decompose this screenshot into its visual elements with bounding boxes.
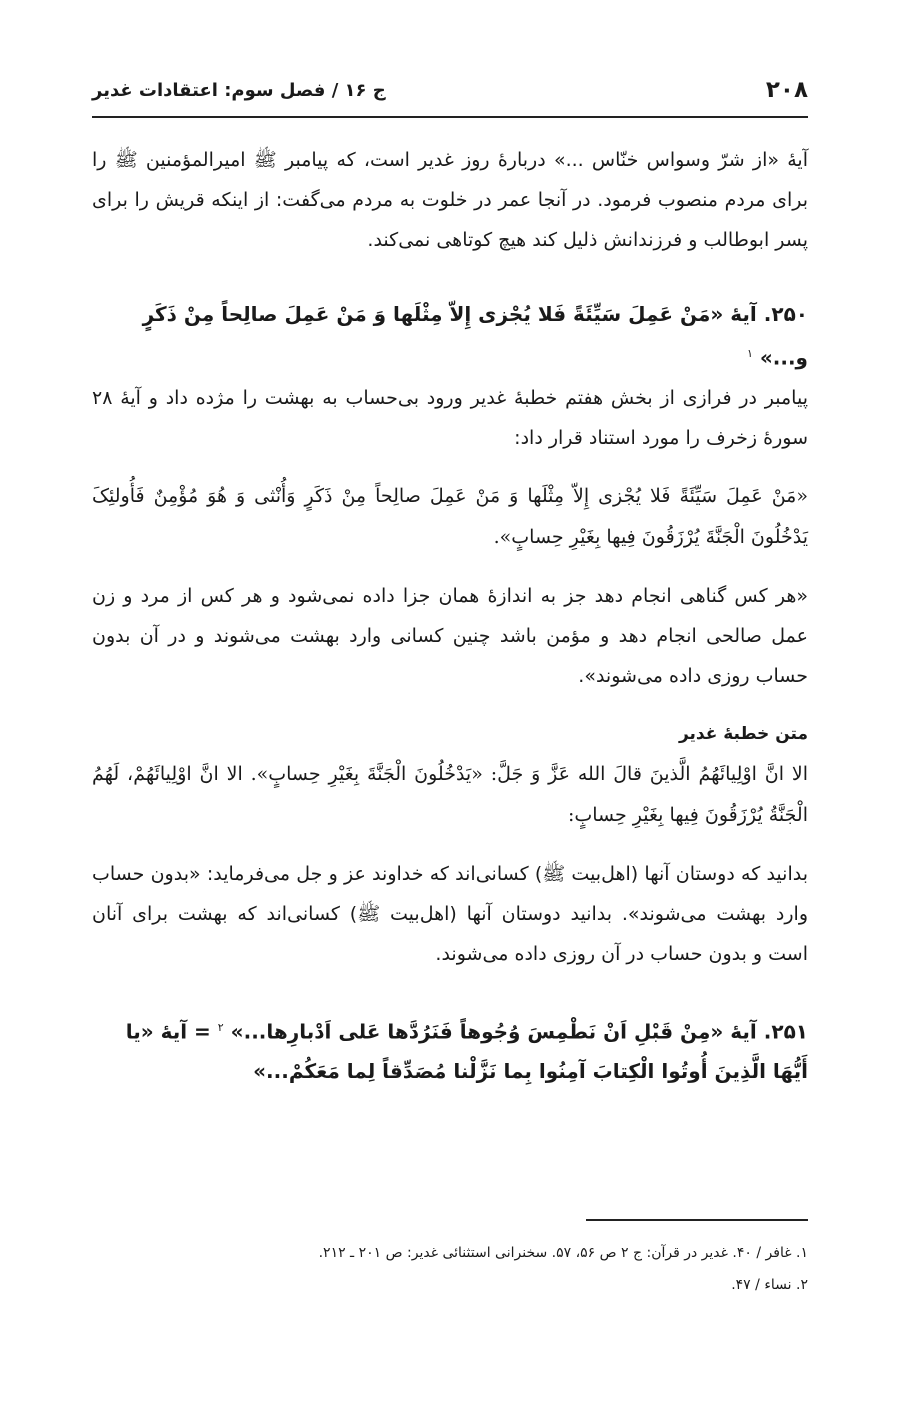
khutbah-arabic: الا انَّ اوْلِیائَهُمُ الَّذینَ قالَ الله عَزَّ وَ جَلَّ: «یَدْخُلُونَ الْجَنَّةَ بِغَیْرِ حِسابٍ». الا انَّ اوْلِیائَهُمْ، لَهُمُ الْجَنَّةُ یُرْزَقُونَ فِیها بِغَیْرِ حِسابٍ:: [92, 762, 808, 826]
intro-paragraph: آیۀ «از شرّ وسواس خنّاس ...» دربارۀ روز غدیر است، که پیامبر ﷺ امیرالمؤمنین ﷺ را برای مردم منصوب فرمود. در آنجا عمر در خلوت به مردم می‌گفت: از اینکه قریش را برای پسر ابوطالب و فرزندانش ذلیل کند هیچ کوتاهی نمی‌کند.: [92, 149, 808, 251]
footnote-2: ۲. نساء / ۴۷.: [731, 1277, 808, 1293]
footnotes: [92, 1237, 808, 1301]
footnote-ref-1: ۱: [746, 347, 753, 360]
item-250-heading: [92, 294, 808, 378]
item-250-paragraph: پیامبر در فرازی از بخش هفتم خطبۀ غدیر ورود بی‌حساب به بهشت را مژده داد و آیۀ ۲۸ سورۀ زخرف را مورد استناد قرار داد:: [92, 386, 808, 449]
khutbah-translation: بدانید که دوستان آنها (اهل‌بیت ﷺ) کسانی‌اند که خداوند عز و جل می‌فرماید: «بدون حساب وارد بهشت می‌شوند». بدانید دوستان آنها (اهل‌بیت ﷺ) کسانی‌اند که بهشت برای آنان است و بدون حساب در آن روزی داده می‌شوند.: [92, 862, 808, 965]
footnote-rule: [586, 1219, 808, 1221]
translation-250: «هر کس گناهی انجام دهد جز به اندازۀ همان جزا داده نمی‌شود و هر کس از مرد و زن عمل صالحی انجام دهد و مؤمن باشد چنین کسانی وارد بهشت می‌شوند و در آن بدون حساب روزی داده می‌شوند».: [92, 584, 808, 687]
quran-quote-250: «مَنْ عَمِلَ سَیِّئَةً فَلا یُجْزی إِلاّ مِثْلَها وَ مَنْ عَمِلَ صالِحاً مِنْ ذَکَرٍ وَأُنْثی وَ هُوَ مُؤْمِنٌ فَأُولئِکَ یَدْخُلُونَ الْجَنَّةَ یُرْزَقُونَ فِیها بِغَیْرِ حِسابٍ».: [92, 484, 808, 548]
item-251-title-b: = آیۀ «یا أَیُّهَا الَّذِینَ أُوتُوا الْکِتابَ آمِنُوا بِما نَزَّلْنا مُصَدِّقاً لِما مَعَکُمْ...»: [125, 1019, 808, 1084]
item-251-number: ۲۵۱.: [763, 1019, 808, 1044]
page-number: ۲۰۸: [765, 77, 808, 103]
item-251-heading: [92, 1008, 808, 1092]
khutbah-heading: متن خطبۀ غدیر: [678, 723, 808, 744]
item-250-number: ۲۵۰.: [763, 302, 808, 326]
running-head: ج ۱۶ / فصل سوم: اعتقادات غدیر: [92, 79, 386, 101]
footnote-ref-2: ۲: [217, 1020, 224, 1034]
page-body: [92, 140, 808, 1091]
item-251-title-a: آیۀ «مِنْ قَبْلِ اَنْ نَطْمِسَ وُجُوهاً فَنَرُدَّها عَلی اَدْبارِها...»: [230, 1019, 757, 1044]
footnote-1: ۱. غافر / ۴۰. غدیر در قرآن: ج ۲ ص ۵۶، ۵۷. سخنرانی استثنائی غدیر: ص ۲۰۱ ـ ۲۱۲.: [318, 1245, 808, 1261]
header-rule: [92, 116, 808, 118]
page-header: [92, 72, 808, 108]
item-250-title: آیۀ «مَنْ عَمِلَ سَیِّئَةً فَلا یُجْزی إِلاّ مِثْلَها وَ مَنْ عَمِلَ صالِحاً مِنْ ذَکَرٍ و...»: [142, 302, 808, 370]
